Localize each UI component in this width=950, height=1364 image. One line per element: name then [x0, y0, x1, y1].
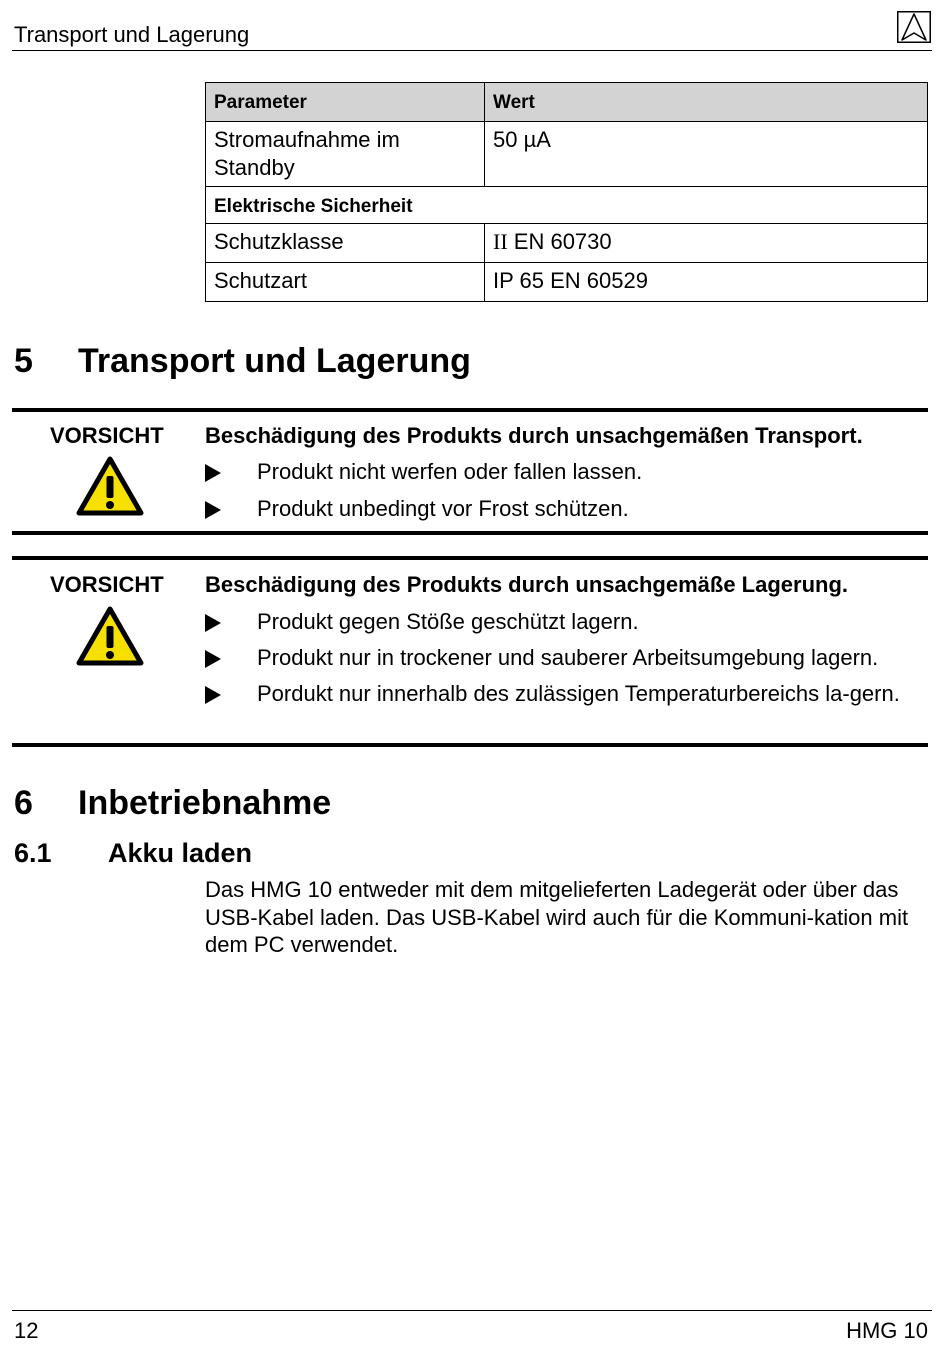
column-header-parameter: Parameter	[206, 83, 485, 122]
param-cell: Schutzart	[206, 263, 485, 302]
header-divider	[12, 50, 932, 51]
section-title: Transport und Lagerung	[78, 342, 471, 380]
caution-title: Beschädigung des Produkts durch unsachgemäße Lagerung.	[205, 572, 849, 597]
column-header-value: Wert	[485, 83, 928, 122]
caution-top-rule	[12, 556, 928, 560]
param-cell: Stromaufnahme im Standby	[206, 122, 485, 187]
protection-class-symbol: II	[493, 229, 508, 254]
caution-label: VORSICHT	[50, 572, 164, 597]
caution-top-rule	[12, 408, 928, 412]
value-cell: IP 65 EN 60529	[485, 263, 928, 302]
list-item-text: Produkt unbedingt vor Frost schützen.	[257, 496, 629, 521]
bullet-arrow-icon	[205, 464, 221, 482]
value-text: EN 60730	[513, 229, 612, 254]
value-cell: 50 µA	[485, 122, 928, 187]
subsection-title: Akku laden	[108, 838, 253, 868]
body-paragraph: Das HMG 10 entweder mit dem mitgelieferten Ladegerät oder über das USB-Kabel laden. Das USB-Kabel wird auch für die Kommuni-kation mit dem PC verwendet.	[205, 877, 909, 957]
triangle-a-logo-icon	[897, 11, 931, 43]
param-cell: Schutzklasse	[206, 224, 485, 263]
bullet-arrow-icon	[205, 686, 221, 704]
bullet-arrow-icon	[205, 650, 221, 668]
section-number: 5	[14, 342, 33, 380]
running-header-title: Transport und Lagerung	[14, 22, 250, 47]
parameter-table	[205, 82, 928, 302]
list-item-text: Produkt nicht werfen oder fallen lassen.	[257, 459, 643, 484]
section-title: Inbetriebnahme	[78, 784, 332, 822]
section-number: 6	[14, 784, 33, 822]
value-cell	[485, 224, 928, 263]
warning-triangle-icon	[76, 456, 144, 516]
warning-triangle-icon	[76, 606, 144, 666]
caution-bottom-rule	[12, 531, 928, 535]
caution-title: Beschädigung des Produkts durch unsachgemäßen Transport.	[205, 423, 863, 448]
bullet-arrow-icon	[205, 614, 221, 632]
section-cell-electrical-safety: Elektrische Sicherheit	[206, 187, 928, 224]
table-row	[206, 122, 928, 187]
list-item-text: Produkt nur in trockener und sauberer Arbeitsumgebung lagern.	[257, 645, 879, 670]
subsection-number: 6.1	[14, 838, 52, 868]
caution-label: VORSICHT	[50, 423, 164, 448]
list-item-text: Pordukt nur innerhalb des zulässigen Temperaturbereichs la-gern.	[257, 681, 900, 706]
table-row	[206, 224, 928, 263]
footer-divider	[12, 1310, 932, 1311]
table-section-row	[206, 187, 928, 224]
table-header-row	[206, 83, 928, 122]
bullet-arrow-icon	[205, 501, 221, 519]
product-name: HMG 10	[846, 1318, 928, 1343]
table-row	[206, 263, 928, 302]
list-item-text: Produkt gegen Stöße geschützt lagern.	[257, 609, 639, 634]
caution-bottom-rule	[12, 743, 928, 747]
page-number: 12	[14, 1318, 39, 1343]
